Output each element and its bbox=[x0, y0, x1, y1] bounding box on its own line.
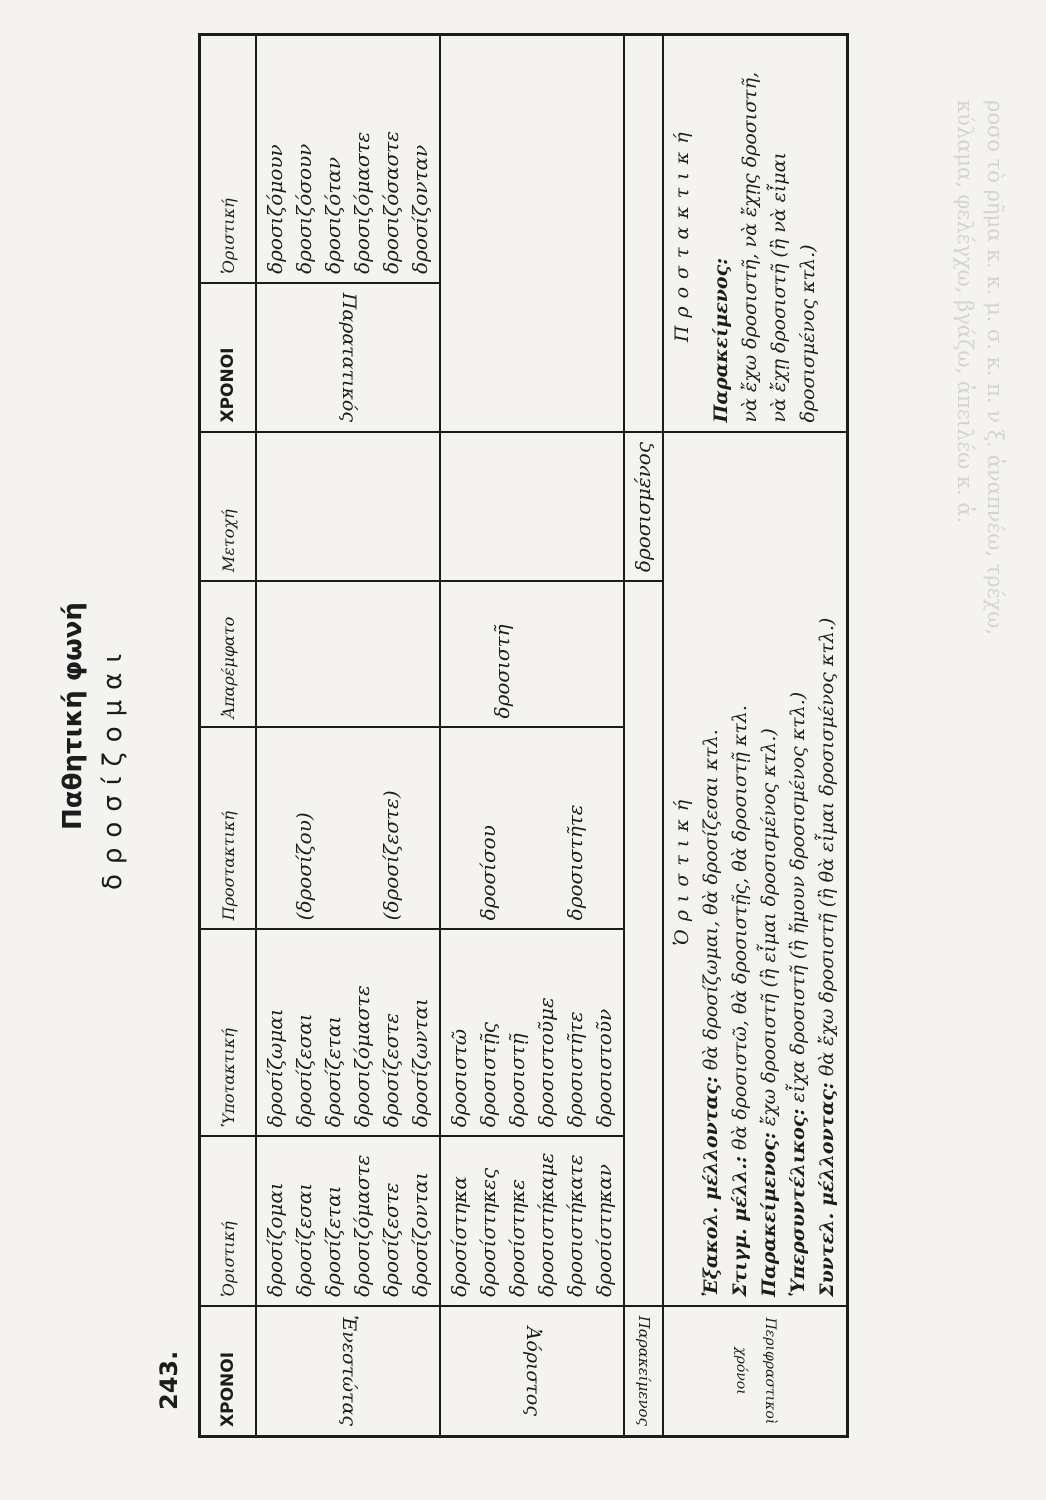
form: (δροσίζου) bbox=[292, 812, 316, 921]
aoristos-empty bbox=[440, 35, 624, 432]
aoristos-prostaktiki bbox=[440, 727, 624, 929]
form: δροσίζονταν bbox=[408, 144, 432, 274]
aoristos-metoxi bbox=[440, 432, 624, 582]
verb-title: δροσίζομαι bbox=[98, 643, 128, 890]
periphrastic-label: Περιφραστικοὶ χρόνοι bbox=[663, 1306, 848, 1437]
form: δροσίζονται bbox=[408, 1172, 432, 1297]
parakeimenos-label: Παρακείμενος bbox=[624, 1306, 663, 1437]
header-oristiki-2: Ὁριστική bbox=[200, 35, 257, 283]
paratatikos-oristiki bbox=[256, 35, 440, 283]
parakeimenos-empty bbox=[624, 581, 663, 1306]
form: δροσίζεσαι bbox=[292, 1013, 316, 1128]
periphrastic-line: Συντελ. μέλλοντας: θὰ ἔχω δροσιστῆ (ἢ θὰ εἶμαι δροσισμένος κτλ.) bbox=[816, 617, 838, 1297]
form: δροσιζόταν bbox=[321, 156, 345, 274]
periphrastic-line: νὰ ἔχω δροσιστῆ, νὰ ἔχῃς δροσιστῆ, νὰ ἔχῃ δροσιστῆ (ἢ νὰ εἶμαι δροσισμένος κτλ.) bbox=[739, 71, 819, 423]
periphrastic-line: Ὑπερσυντέλικος: εἶχα δροσιστῆ (ἢ ἤμουν δροσισμένος κτλ.) bbox=[787, 691, 809, 1297]
periphrastic-oristiki-label: Ὁριστική bbox=[671, 791, 693, 946]
enestotas-label: Ἐνεστώτας bbox=[256, 1306, 440, 1437]
conjugation-table bbox=[198, 33, 849, 1438]
header-row bbox=[200, 35, 257, 1437]
form: δροσίζωμαι bbox=[263, 1008, 287, 1128]
voice-title: Παθητική φωνή bbox=[58, 602, 88, 830]
form: δροσιστοῦν bbox=[592, 1008, 616, 1128]
form: δροσιστῆ bbox=[490, 624, 514, 719]
periphrastic-line: Παρακείμενος: bbox=[710, 257, 732, 423]
aoristos-ypotaktiki bbox=[440, 929, 624, 1136]
enestotas-row bbox=[256, 35, 440, 1437]
header-ypotaktiki: Ὑποτακτική bbox=[200, 929, 257, 1136]
form: δροσιζόμαστε bbox=[350, 985, 374, 1128]
form: δροσιζόμουν bbox=[263, 144, 287, 274]
form: δροσίστηκαν bbox=[592, 1164, 616, 1297]
form: δροσίζεται bbox=[321, 1185, 345, 1297]
section-number: 243. bbox=[155, 1350, 183, 1410]
periphrastic-row bbox=[663, 35, 848, 1437]
periphrastic-prostaktiki-label: Προστακτική bbox=[671, 124, 693, 343]
enestotas-oristiki bbox=[256, 1136, 440, 1306]
form: δροσίστηκε bbox=[505, 1178, 529, 1297]
form: δροσισμένος bbox=[631, 441, 655, 573]
header-xronoi: ΧΡΟΝΟΙ bbox=[200, 1306, 257, 1437]
header-aparemfato: Ἀπαρέμφατο bbox=[200, 581, 257, 727]
header-prostaktiki: Προστακτική bbox=[200, 727, 257, 929]
header-xronoi-2: ΧΡΟΝΟΙ bbox=[200, 283, 257, 432]
aoristos-aparemfato bbox=[440, 581, 624, 727]
form: δροσιστοῦμε bbox=[534, 997, 558, 1128]
form: δροσίζεστε bbox=[379, 1182, 403, 1297]
form: δροσίζομαι bbox=[263, 1182, 287, 1297]
aoristos-row bbox=[440, 35, 624, 1437]
aoristos-oristiki bbox=[440, 1136, 624, 1306]
header-oristiki: Ὁριστική bbox=[200, 1136, 257, 1306]
form: δροσιστῇς bbox=[476, 1022, 500, 1128]
form: δροσιστῇ bbox=[505, 1033, 529, 1128]
form: δροσιστῆτε bbox=[563, 804, 587, 921]
aoristos-label: Ἀόριστος bbox=[440, 1306, 624, 1437]
periphrastic-oristiki bbox=[663, 432, 848, 1306]
paratatikos-label: Παρατατικός bbox=[256, 283, 440, 432]
form: δροσιζόσαστε bbox=[379, 131, 403, 274]
form: δροσιζόμαστε bbox=[350, 1154, 374, 1297]
form: δροσιστήκατε bbox=[563, 1154, 587, 1297]
enestotas-ypotaktiki bbox=[256, 929, 440, 1136]
form: δροσίζωνται bbox=[408, 998, 432, 1128]
form: (δροσίζεστε) bbox=[379, 790, 403, 921]
form: δροσίζεστε bbox=[379, 1012, 403, 1128]
enestotas-prostaktiki bbox=[256, 727, 440, 929]
periphrastic-prostaktiki bbox=[663, 35, 848, 432]
form: δροσιστῆτε bbox=[563, 1011, 587, 1128]
header-metoxi: Μετοχή bbox=[200, 432, 257, 582]
form: δροσιζόμαστε bbox=[350, 131, 374, 274]
periphrastic-line: Ἐξακολ. μέλλοντας: θὰ δροσίζωμαι, θὰ δροσίζεσαι κτλ. bbox=[700, 729, 722, 1297]
form: δροσιστήκαμε bbox=[534, 1152, 558, 1297]
parakeimenos-empty-right bbox=[624, 35, 663, 432]
form: δροσιστῶ bbox=[447, 1028, 471, 1128]
parakeimenos-metoxi bbox=[624, 432, 663, 582]
form: δροσιζόσουν bbox=[292, 143, 316, 274]
form: δροσίσου bbox=[476, 825, 500, 921]
form: δροσίστηκα bbox=[447, 1176, 471, 1297]
periphrastic-line: Στιγμ. μέλλ.: θὰ δροσιστῶ, θὰ δροσιστῇς, θὰ δροσιστῇ κτλ. bbox=[729, 705, 751, 1297]
periphrastic-line: Παρακείμενος: ἔχω δροσιστῆ (ἢ εἶμαι δροσισμένος κτλ.) bbox=[758, 728, 780, 1297]
form: δροσίζεται bbox=[321, 1015, 345, 1128]
parakeimenos-row bbox=[624, 35, 663, 1437]
form: δροσίστηκες bbox=[476, 1167, 500, 1297]
form: δροσίζεσαι bbox=[292, 1182, 316, 1297]
enestotas-aparemfato bbox=[256, 581, 440, 727]
show-through-text: ροσο τὸ ρῆμα κ. κ. μ. σ. κ. π. ν ξ. ἀναπνέω, τρέχω, κύλαμα, φελέγχω, βγάζω, ἀπειλέω κ. ἀ. bbox=[953, 100, 1007, 636]
enestotas-metoxi bbox=[256, 432, 440, 582]
